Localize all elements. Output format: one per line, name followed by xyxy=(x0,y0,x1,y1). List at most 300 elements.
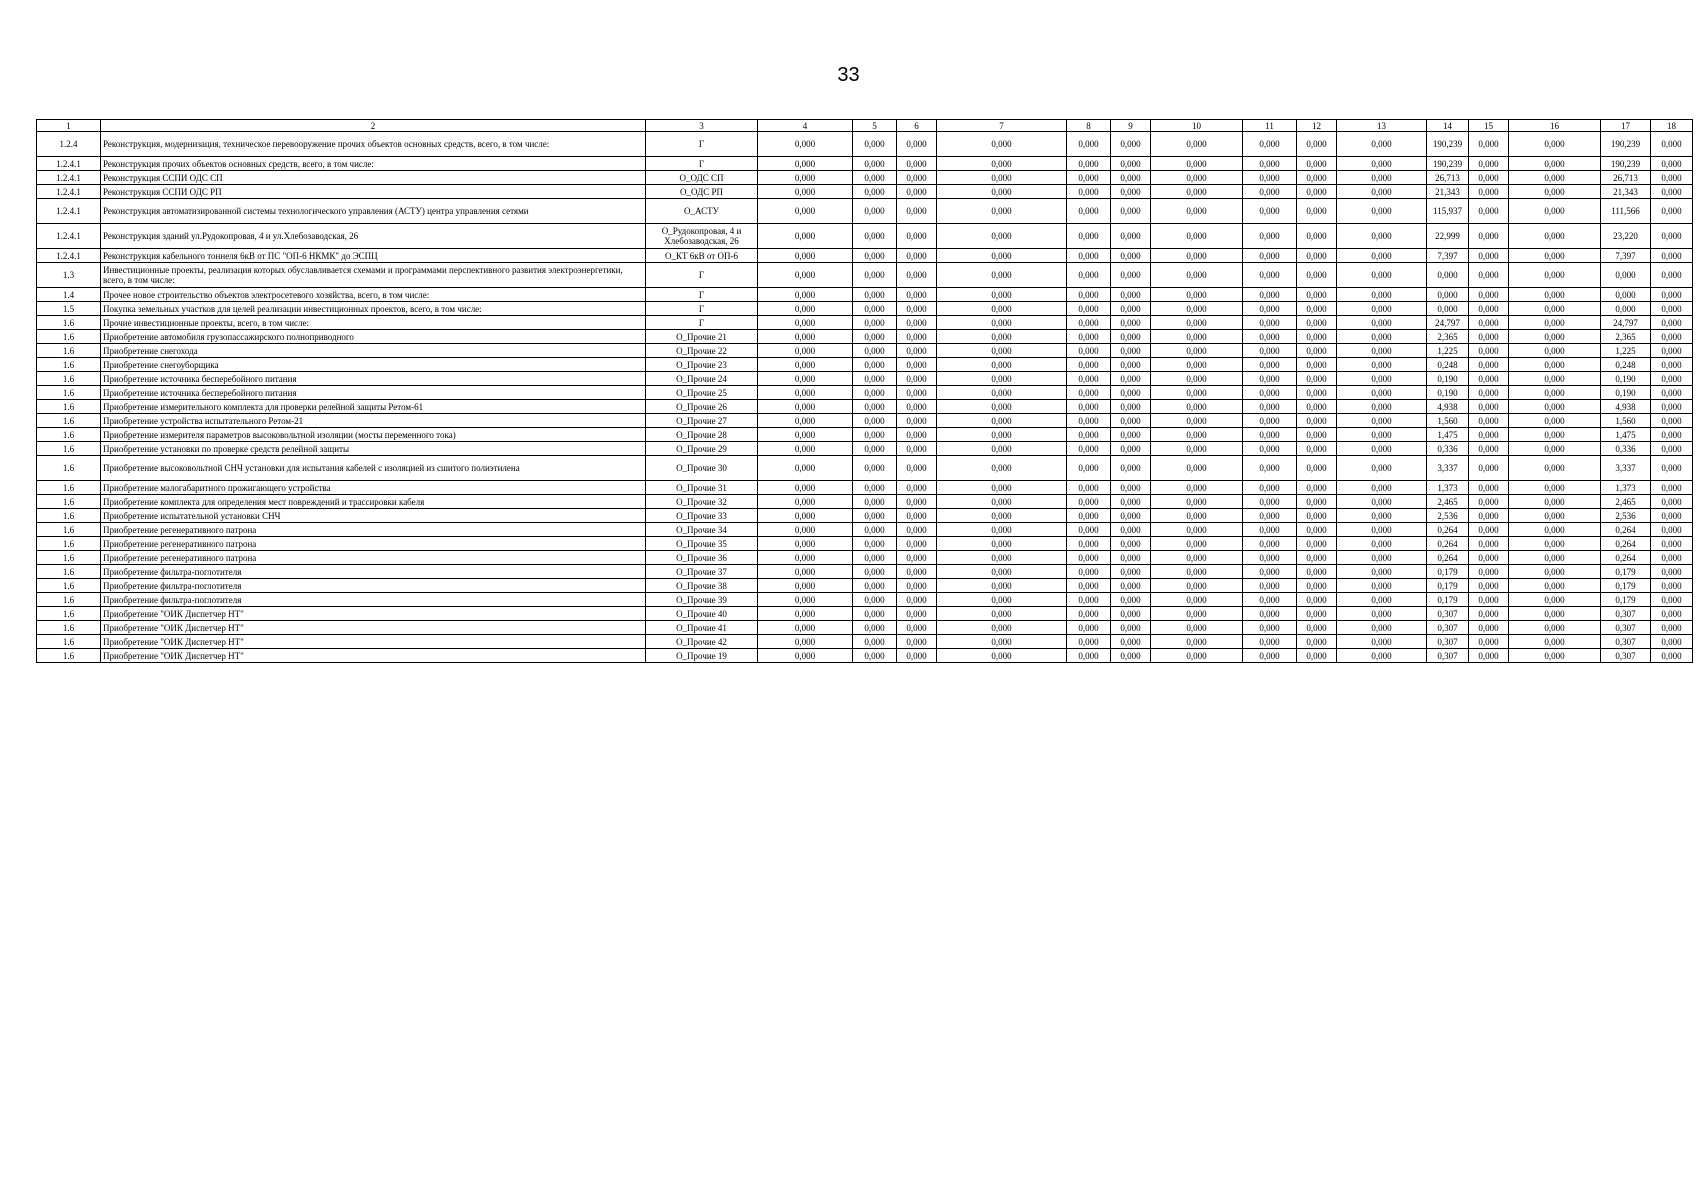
value-cell: 0,000 xyxy=(1509,649,1601,663)
value-cell: 0,000 xyxy=(1651,372,1693,386)
value-cell: 0,000 xyxy=(1469,400,1509,414)
value-cell: 0,000 xyxy=(758,523,853,537)
value-cell: 0,000 xyxy=(853,316,897,330)
value-cell: 0,000 xyxy=(1651,358,1693,372)
row-number-cell: 1.3 xyxy=(37,263,101,288)
value-cell: 0,000 xyxy=(1111,551,1151,565)
row-name-cell: Реконструкция прочих объектов основных средств, всего, в том числе: xyxy=(101,157,646,171)
row-name-cell: Приобретение автомобиля грузопассажирского полноприводного xyxy=(101,330,646,344)
row-name-cell: Приобретение фильтра-поглотителя xyxy=(101,579,646,593)
value-cell: 0,000 xyxy=(1067,635,1111,649)
value-cell: 0,000 xyxy=(937,372,1067,386)
value-cell: 0,000 xyxy=(937,302,1067,316)
value-cell: 0,000 xyxy=(853,358,897,372)
value-cell: 0,000 xyxy=(1297,386,1337,400)
row-id-cell: Г xyxy=(646,288,758,302)
value-cell: 0,000 xyxy=(1243,649,1297,663)
value-cell: 2,536 xyxy=(1601,509,1651,523)
value-cell: 0,336 xyxy=(1427,442,1469,456)
table-row xyxy=(37,593,1693,607)
value-cell: 0,000 xyxy=(1337,344,1427,358)
row-name-cell: Приобретение "ОИК Диспетчер НТ" xyxy=(101,621,646,635)
value-cell: 0,000 xyxy=(1297,481,1337,495)
value-cell: 0,000 xyxy=(1151,372,1243,386)
value-cell: 0,000 xyxy=(1067,372,1111,386)
row-name-cell: Инвестиционные проекты, реализация которых обуславливается схемами и программами перспективного развития электроэнергетики, всего, в том числе: xyxy=(101,263,646,288)
value-cell: 0,000 xyxy=(1651,288,1693,302)
row-name-cell: Приобретение малогабаритного прожигающего устройства xyxy=(101,481,646,495)
value-cell: 0,000 xyxy=(1509,579,1601,593)
value-cell: 0,000 xyxy=(1651,523,1693,537)
value-cell: 0,000 xyxy=(1243,481,1297,495)
row-id-cell: О_ОДС СП xyxy=(646,171,758,185)
value-cell: 0,000 xyxy=(758,414,853,428)
table-row xyxy=(37,316,1693,330)
value-cell: 0,000 xyxy=(1469,414,1509,428)
value-cell: 0,000 xyxy=(1469,199,1509,224)
table-row xyxy=(37,579,1693,593)
value-cell: 0,000 xyxy=(853,607,897,621)
table-row xyxy=(37,358,1693,372)
value-cell: 0,000 xyxy=(1067,400,1111,414)
table-row xyxy=(37,414,1693,428)
value-cell: 0,000 xyxy=(853,157,897,171)
value-cell: 0,000 xyxy=(1651,565,1693,579)
value-cell: 0,000 xyxy=(1067,428,1111,442)
value-cell: 0,000 xyxy=(1509,428,1601,442)
value-cell: 0,000 xyxy=(1651,456,1693,481)
value-cell: 0,000 xyxy=(1243,509,1297,523)
value-cell: 0,000 xyxy=(758,621,853,635)
row-id-cell: О_Прочие 38 xyxy=(646,579,758,593)
value-cell: 0,000 xyxy=(853,199,897,224)
table-row xyxy=(37,509,1693,523)
table-row xyxy=(37,386,1693,400)
row-id-cell: О_Прочие 28 xyxy=(646,428,758,442)
value-cell: 0,264 xyxy=(1601,523,1651,537)
value-cell: 0,000 xyxy=(853,185,897,199)
value-cell: 0,000 xyxy=(937,249,1067,263)
value-cell: 0,000 xyxy=(1151,621,1243,635)
value-cell: 0,000 xyxy=(1651,386,1693,400)
value-cell: 0,000 xyxy=(853,344,897,358)
row-number-cell: 1.6 xyxy=(37,551,101,565)
row-number-cell: 1.6 xyxy=(37,593,101,607)
value-cell: 0,000 xyxy=(1111,442,1151,456)
row-number-cell: 1.6 xyxy=(37,330,101,344)
value-cell: 0,000 xyxy=(853,171,897,185)
value-cell: 0,000 xyxy=(1509,157,1601,171)
value-cell: 0,000 xyxy=(1243,344,1297,358)
value-cell: 0,000 xyxy=(1651,607,1693,621)
row-name-cell: Приобретение снегоуборщика xyxy=(101,358,646,372)
value-cell: 0,000 xyxy=(758,593,853,607)
value-cell: 0,000 xyxy=(1067,593,1111,607)
table-row xyxy=(37,249,1693,263)
row-name-cell: Покупка земельных участков для целей реализации инвестиционных проектов, всего, в том числе: xyxy=(101,302,646,316)
row-number-cell: 1.6 xyxy=(37,607,101,621)
row-number-cell: 1.6 xyxy=(37,456,101,481)
value-cell: 0,000 xyxy=(1243,579,1297,593)
value-cell: 0,000 xyxy=(1151,579,1243,593)
value-cell: 0,000 xyxy=(937,565,1067,579)
value-cell: 0,000 xyxy=(897,481,937,495)
value-cell: 0,000 xyxy=(1243,132,1297,157)
value-cell: 0,000 xyxy=(1243,249,1297,263)
value-cell: 0,000 xyxy=(1243,495,1297,509)
value-cell: 0,000 xyxy=(1151,316,1243,330)
value-cell: 0,000 xyxy=(897,330,937,344)
value-cell: 0,000 xyxy=(1151,263,1243,288)
value-cell: 0,000 xyxy=(1651,132,1693,157)
value-cell: 0,000 xyxy=(1111,649,1151,663)
value-cell: 0,000 xyxy=(1111,509,1151,523)
row-name-cell: Приобретение комплекта для определения мест повреждений и трассировки кабеля xyxy=(101,495,646,509)
value-cell: 0,000 xyxy=(1469,456,1509,481)
value-cell: 0,000 xyxy=(1151,224,1243,249)
header-cell: 2 xyxy=(101,120,646,132)
value-cell: 0,000 xyxy=(1469,358,1509,372)
value-cell: 0,000 xyxy=(1151,400,1243,414)
value-cell: 0,307 xyxy=(1601,607,1651,621)
value-cell: 0,000 xyxy=(853,428,897,442)
value-cell: 0,000 xyxy=(1509,551,1601,565)
value-cell: 0,000 xyxy=(1337,302,1427,316)
value-cell: 0,000 xyxy=(758,316,853,330)
row-number-cell: 1.6 xyxy=(37,523,101,537)
value-cell: 0,000 xyxy=(1243,537,1297,551)
value-cell: 0,000 xyxy=(1067,565,1111,579)
value-cell: 2,465 xyxy=(1427,495,1469,509)
value-cell: 0,000 xyxy=(1297,442,1337,456)
value-cell: 0,000 xyxy=(937,635,1067,649)
value-cell: 0,000 xyxy=(1297,565,1337,579)
value-cell: 0,000 xyxy=(937,442,1067,456)
value-cell: 0,000 xyxy=(1067,607,1111,621)
value-cell: 0,000 xyxy=(1651,635,1693,649)
row-name-cell: Приобретение измерителя параметров высоковольтной изоляции (мосты переменного тока) xyxy=(101,428,646,442)
row-name-cell: Реконструкция зданий ул.Рудокопровая, 4 и ул.Хлебозаводская, 26 xyxy=(101,224,646,249)
value-cell: 0,000 xyxy=(1509,607,1601,621)
value-cell: 0,000 xyxy=(1111,132,1151,157)
header-cell: 12 xyxy=(1297,120,1337,132)
value-cell: 0,000 xyxy=(853,495,897,509)
value-cell: 0,000 xyxy=(1067,171,1111,185)
value-cell: 0,000 xyxy=(1151,635,1243,649)
value-cell: 0,000 xyxy=(1337,456,1427,481)
table-row xyxy=(37,400,1693,414)
row-name-cell: Приобретение "ОИК Диспетчер НТ" xyxy=(101,607,646,621)
value-cell: 0,000 xyxy=(1151,132,1243,157)
value-cell: 0,000 xyxy=(1067,185,1111,199)
value-cell: 0,336 xyxy=(1601,442,1651,456)
value-cell: 0,000 xyxy=(1469,224,1509,249)
row-id-cell: О_Прочие 37 xyxy=(646,565,758,579)
value-cell: 0,000 xyxy=(1111,414,1151,428)
value-cell: 0,000 xyxy=(1297,593,1337,607)
value-cell: 0,000 xyxy=(1151,386,1243,400)
value-cell: 0,000 xyxy=(1151,551,1243,565)
value-cell: 0,000 xyxy=(1427,263,1469,288)
value-cell: 0,000 xyxy=(1297,551,1337,565)
value-cell: 0,000 xyxy=(897,607,937,621)
value-cell: 0,000 xyxy=(1151,330,1243,344)
value-cell: 0,000 xyxy=(1297,157,1337,171)
row-id-cell: Г xyxy=(646,132,758,157)
value-cell: 0,000 xyxy=(1067,621,1111,635)
value-cell: 0,000 xyxy=(1469,288,1509,302)
value-cell: 0,000 xyxy=(1243,199,1297,224)
value-cell: 0,000 xyxy=(1067,509,1111,523)
value-cell: 0,000 xyxy=(1243,263,1297,288)
value-cell: 0,000 xyxy=(1509,224,1601,249)
value-cell: 0,000 xyxy=(758,132,853,157)
value-cell: 0,000 xyxy=(853,635,897,649)
value-cell: 0,000 xyxy=(853,649,897,663)
value-cell: 0,000 xyxy=(1151,481,1243,495)
value-cell: 0,000 xyxy=(1651,199,1693,224)
header-cell: 16 xyxy=(1509,120,1601,132)
value-cell: 0,000 xyxy=(1151,414,1243,428)
row-id-cell: О_Прочие 31 xyxy=(646,481,758,495)
value-cell: 0,000 xyxy=(758,635,853,649)
value-cell: 0,000 xyxy=(1427,288,1469,302)
value-cell: 0,000 xyxy=(758,607,853,621)
value-cell: 0,000 xyxy=(1651,249,1693,263)
table-row xyxy=(37,621,1693,635)
row-id-cell: О_Прочие 29 xyxy=(646,442,758,456)
value-cell: 0,307 xyxy=(1601,635,1651,649)
value-cell: 0,179 xyxy=(1601,565,1651,579)
row-name-cell: Реконструкция, модернизация, техническое перевооружение прочих объектов основных средств, всего, в том числе: xyxy=(101,132,646,157)
value-cell: 0,000 xyxy=(1469,481,1509,495)
value-cell: 0,000 xyxy=(1067,551,1111,565)
value-cell: 0,000 xyxy=(937,400,1067,414)
value-cell: 0,000 xyxy=(1297,649,1337,663)
value-cell: 0,000 xyxy=(1509,344,1601,358)
value-cell: 4,938 xyxy=(1601,400,1651,414)
value-cell: 3,337 xyxy=(1601,456,1651,481)
value-cell: 0,000 xyxy=(937,288,1067,302)
row-number-cell: 1.5 xyxy=(37,302,101,316)
value-cell: 0,000 xyxy=(1509,442,1601,456)
row-number-cell: 1.6 xyxy=(37,481,101,495)
row-number-cell: 1.6 xyxy=(37,537,101,551)
value-cell: 0,000 xyxy=(1243,621,1297,635)
value-cell: 0,000 xyxy=(897,414,937,428)
value-cell: 0,000 xyxy=(1651,481,1693,495)
value-cell: 0,000 xyxy=(1469,579,1509,593)
value-cell: 0,000 xyxy=(1469,495,1509,509)
value-cell: 1,560 xyxy=(1601,414,1651,428)
value-cell: 0,000 xyxy=(1337,316,1427,330)
value-cell: 0,000 xyxy=(1297,607,1337,621)
row-id-cell: О_Прочие 26 xyxy=(646,400,758,414)
value-cell: 0,000 xyxy=(1469,635,1509,649)
row-id-cell: О_Прочие 21 xyxy=(646,330,758,344)
value-cell: 0,000 xyxy=(1509,481,1601,495)
value-cell: 190,239 xyxy=(1427,157,1469,171)
value-cell: 0,000 xyxy=(937,386,1067,400)
header-cell: 3 xyxy=(646,120,758,132)
row-number-cell: 1.6 xyxy=(37,414,101,428)
value-cell: 0,000 xyxy=(1509,302,1601,316)
value-cell: 24,797 xyxy=(1427,316,1469,330)
table-row xyxy=(37,551,1693,565)
value-cell: 0,000 xyxy=(1243,316,1297,330)
value-cell: 0,000 xyxy=(1651,400,1693,414)
value-cell: 0,000 xyxy=(937,344,1067,358)
value-cell: 0,000 xyxy=(1151,358,1243,372)
value-cell: 0,000 xyxy=(1067,224,1111,249)
value-cell: 0,000 xyxy=(897,199,937,224)
value-cell: 0,264 xyxy=(1427,537,1469,551)
value-cell: 2,536 xyxy=(1427,509,1469,523)
value-cell: 0,000 xyxy=(1469,316,1509,330)
table-row xyxy=(37,649,1693,663)
row-name-cell: Приобретение регенеративного патрона xyxy=(101,523,646,537)
value-cell: 0,000 xyxy=(1111,481,1151,495)
row-id-cell: О_Прочие 22 xyxy=(646,344,758,358)
row-number-cell: 1.6 xyxy=(37,621,101,635)
row-id-cell: О_Прочие 25 xyxy=(646,386,758,400)
value-cell: 0,000 xyxy=(1111,579,1151,593)
value-cell: 0,000 xyxy=(758,579,853,593)
value-cell: 0,000 xyxy=(1111,185,1151,199)
value-cell: 0,000 xyxy=(1067,537,1111,551)
value-cell: 0,000 xyxy=(853,400,897,414)
value-cell: 0,000 xyxy=(937,358,1067,372)
value-cell: 0,000 xyxy=(758,372,853,386)
value-cell: 0,000 xyxy=(1601,302,1651,316)
header-cell: 15 xyxy=(1469,120,1509,132)
row-id-cell: О_Прочие 35 xyxy=(646,537,758,551)
value-cell: 0,000 xyxy=(897,316,937,330)
value-cell: 0,000 xyxy=(1243,442,1297,456)
header-cell: 11 xyxy=(1243,120,1297,132)
value-cell: 0,000 xyxy=(937,414,1067,428)
value-cell: 0,000 xyxy=(937,456,1067,481)
value-cell: 0,264 xyxy=(1427,523,1469,537)
value-cell: 0,000 xyxy=(853,263,897,288)
row-name-cell: Реконструкция кабельного тоннеля 6кВ от ПС "ОП-6 НКМК" до ЭСПЦ xyxy=(101,249,646,263)
value-cell: 0,000 xyxy=(1151,537,1243,551)
value-cell: 0,000 xyxy=(853,302,897,316)
value-cell: 0,000 xyxy=(1651,428,1693,442)
header-cell: 13 xyxy=(1337,120,1427,132)
value-cell: 0,000 xyxy=(897,372,937,386)
header-cell: 7 xyxy=(937,120,1067,132)
row-id-cell: О_Прочие 42 xyxy=(646,635,758,649)
row-id-cell: О_КТ 6кВ от ОП-6 xyxy=(646,249,758,263)
table-row xyxy=(37,607,1693,621)
value-cell: 0,000 xyxy=(1337,263,1427,288)
value-cell: 0,000 xyxy=(1151,442,1243,456)
value-cell: 0,000 xyxy=(1509,249,1601,263)
value-cell: 0,000 xyxy=(1337,132,1427,157)
row-number-cell: 1.6 xyxy=(37,565,101,579)
value-cell: 0,000 xyxy=(1337,358,1427,372)
value-cell: 0,000 xyxy=(758,649,853,663)
header-cell: 18 xyxy=(1651,120,1693,132)
value-cell: 0,179 xyxy=(1427,593,1469,607)
row-number-cell: 1.6 xyxy=(37,344,101,358)
value-cell: 0,000 xyxy=(1067,386,1111,400)
value-cell: 0,000 xyxy=(1151,171,1243,185)
row-id-cell: О_Прочие 41 xyxy=(646,621,758,635)
value-cell: 0,000 xyxy=(1509,132,1601,157)
value-cell: 0,307 xyxy=(1427,635,1469,649)
value-cell: 0,000 xyxy=(1243,302,1297,316)
table-row xyxy=(37,263,1693,288)
value-cell: 0,000 xyxy=(897,495,937,509)
row-number-cell: 1.4 xyxy=(37,288,101,302)
value-cell: 0,000 xyxy=(758,551,853,565)
value-cell: 0,000 xyxy=(1111,607,1151,621)
value-cell: 0,000 xyxy=(937,537,1067,551)
value-cell: 0,000 xyxy=(1297,185,1337,199)
value-cell: 0,000 xyxy=(1509,523,1601,537)
row-id-cell: О_Прочие 24 xyxy=(646,372,758,386)
value-cell: 0,000 xyxy=(1651,414,1693,428)
value-cell: 0,000 xyxy=(897,288,937,302)
value-cell: 0,000 xyxy=(1509,316,1601,330)
value-cell: 0,000 xyxy=(853,551,897,565)
value-cell: 0,000 xyxy=(1297,199,1337,224)
value-cell: 0,307 xyxy=(1427,649,1469,663)
row-number-cell: 1.6 xyxy=(37,358,101,372)
value-cell: 0,000 xyxy=(1469,607,1509,621)
value-cell: 0,248 xyxy=(1427,358,1469,372)
value-cell: 0,000 xyxy=(1111,171,1151,185)
value-cell: 2,365 xyxy=(1427,330,1469,344)
value-cell: 0,000 xyxy=(937,551,1067,565)
value-cell: 0,000 xyxy=(853,565,897,579)
value-cell: 0,000 xyxy=(1067,442,1111,456)
header-cell: 1 xyxy=(37,120,101,132)
value-cell: 0,000 xyxy=(1067,579,1111,593)
row-number-cell: 1.6 xyxy=(37,428,101,442)
value-cell: 0,000 xyxy=(1243,171,1297,185)
value-cell: 0,000 xyxy=(897,302,937,316)
value-cell: 0,000 xyxy=(1337,157,1427,171)
row-name-cell: Прочие инвестиционные проекты, всего, в том числе: xyxy=(101,316,646,330)
value-cell: 7,397 xyxy=(1601,249,1651,263)
value-cell: 0,000 xyxy=(853,386,897,400)
value-cell: 0,000 xyxy=(937,199,1067,224)
row-number-cell: 1.6 xyxy=(37,400,101,414)
value-cell: 0,000 xyxy=(1337,621,1427,635)
value-cell: 0,000 xyxy=(1151,523,1243,537)
row-name-cell: Приобретение "ОИК Диспетчер НТ" xyxy=(101,649,646,663)
value-cell: 0,000 xyxy=(758,157,853,171)
value-cell: 0,000 xyxy=(897,157,937,171)
value-cell: 0,000 xyxy=(853,579,897,593)
value-cell: 0,000 xyxy=(1243,288,1297,302)
value-cell: 0,000 xyxy=(1337,593,1427,607)
value-cell: 0,000 xyxy=(937,263,1067,288)
value-cell: 0,000 xyxy=(1067,288,1111,302)
value-cell: 0,000 xyxy=(1469,537,1509,551)
value-cell: 0,000 xyxy=(1111,495,1151,509)
value-cell: 0,248 xyxy=(1601,358,1651,372)
value-cell: 0,000 xyxy=(1067,302,1111,316)
value-cell: 0,000 xyxy=(1601,263,1651,288)
row-number-cell: 1.6 xyxy=(37,386,101,400)
value-cell: 0,000 xyxy=(1067,344,1111,358)
value-cell: 0,000 xyxy=(1111,565,1151,579)
row-id-cell: О_Прочие 23 xyxy=(646,358,758,372)
